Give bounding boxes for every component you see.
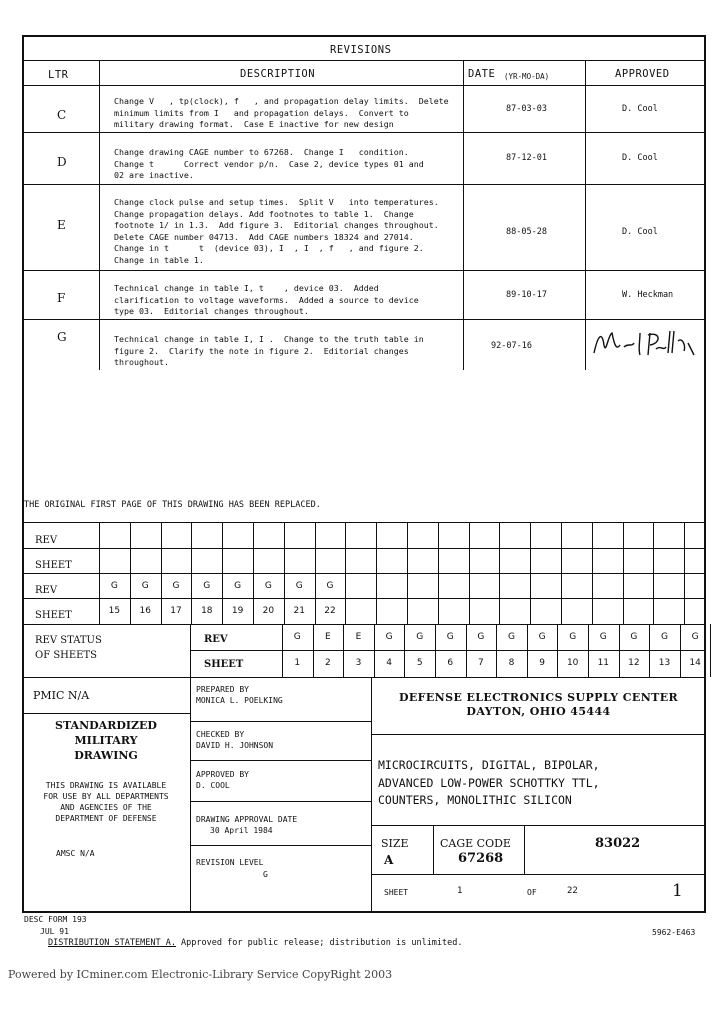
rev-row-c-date: 87-03-03 [506, 104, 547, 114]
rev-status-rev-cell: G [569, 632, 577, 642]
size-label: SIZE [381, 837, 409, 850]
rev-row-d-ltr: D [57, 155, 67, 169]
upper-rev-label: REV [35, 535, 58, 546]
rev-status-sheet-cell: 6 [447, 658, 454, 668]
date-header: DATE [468, 68, 496, 80]
date-format: (YR-MO-DA) [504, 72, 550, 81]
form-number: DESC FORM 193 [24, 915, 87, 924]
sheet-grid-cell: 18 [201, 606, 213, 616]
sheet-grid-cell: 21 [293, 606, 305, 616]
revisions-title: REVISIONS [330, 44, 392, 56]
availability-line-1: THIS DRAWING IS AVAILABLE [45, 781, 167, 790]
sheet-grid-cell: G [326, 581, 334, 591]
rev-row-g-date: 92-07-16 [491, 341, 532, 351]
form-date: JUL 91 [40, 927, 69, 936]
sheet-grid-cell: G [203, 581, 211, 591]
size-value: A [384, 853, 394, 867]
checked-by-label: CHECKED BY [196, 730, 245, 739]
replaced-note: THE ORIGINAL FIRST PAGE OF THIS DRAWING HAS BEEN REPLACED. [24, 500, 321, 510]
sheet-grid-divider [469, 522, 470, 624]
revision-level-label: REVISION LEVEL [196, 858, 264, 867]
agency-name: DEFENSE ELECTRONICS SUPPLY CENTER [398, 691, 679, 704]
drawing-number: 83022 [595, 836, 641, 851]
sheet-grid-cell: G [141, 581, 149, 591]
lower-sheet-label: SHEET [35, 610, 72, 621]
availability-line-4: DEPARTMENT OF DEFENSE [55, 814, 157, 823]
prepared-by-label: PREPARED BY [196, 685, 249, 694]
lower-rev-label: REV [35, 585, 58, 596]
cage-code-value: 67268 [458, 851, 504, 866]
sheet-grid-divider [407, 522, 408, 624]
approval-date-label: DRAWING APPROVAL DATE [196, 815, 298, 824]
rev-row-d-date: 87-12-01 [506, 153, 547, 163]
rev-status-sheet-cell: 8 [508, 658, 515, 668]
rev-status-sheet-cell: 14 [689, 658, 701, 668]
sheet-grid-cell: 15 [108, 606, 121, 616]
sheet-grid-divider [438, 522, 439, 624]
drawing-title: MICROCIRCUITS, DIGITAL, BIPOLAR, ADVANCED LOW-POWER SCHOTTKY TTL, COUNTERS, MONOLITHIC SILICON [378, 758, 600, 807]
rev-row-c-description: Change V , tp(clock), f , and propagation delay limits. Delete minimum limits from I and propagation delays. Convert to military drawing format. Case E inactive for new design [114, 96, 449, 130]
rev-status-sheet-cell: 1 [294, 658, 301, 668]
approved-header: APPROVED [615, 68, 670, 80]
sheet-grid-divider [561, 522, 562, 624]
approval-date: 30 April 1984 [210, 826, 273, 835]
drawing-label: DRAWING [74, 749, 138, 762]
sheet-grid-cell: 17 [170, 606, 182, 616]
sheet-number: 1 [457, 886, 463, 896]
rev-status-sheet-cell: 10 [566, 658, 579, 668]
upper-sheet-label: SHEET [35, 560, 72, 571]
rev-status-sheet-cell: 2 [325, 658, 331, 668]
rev-row-f-date: 89-10-17 [506, 290, 547, 300]
sheet-grid-divider [530, 522, 531, 624]
sheet-grid-divider [684, 522, 685, 624]
sheet-label: SHEET [384, 888, 409, 897]
checked-by-name: DAVID H. JOHNSON [196, 741, 274, 750]
rev-status-sheet-cell: 13 [658, 658, 671, 668]
rev-row-e-description: Change clock pulse and setup times. Split V into temperatures. Change propagation delays. Add footnotes to table 1. Change footnote 1/ in 1.3. Add figure 3. Editorial changes throughout. Delete CAGE number 04713. Add CAGE numbers 18324 and 27014. Change in t t (device 03), I , I , f , and figure 2. Change in table 1. [114, 197, 439, 265]
powered-by-footer: Powered by ICminer.com Electronic-Library Service CopyRight 2003 [8, 968, 393, 981]
agency-address: DAYTON, OHIO 45444 [466, 705, 611, 718]
sheet-grid-cell: G [172, 581, 180, 591]
rev-status-rev-cell: G [385, 632, 393, 642]
standardized-label: STANDARDIZED [55, 719, 157, 732]
rev-status-rev-cell: E [325, 632, 331, 642]
rev-status-rev-cell: G [293, 632, 301, 642]
rev-row-d-approved: D. Cool [622, 153, 658, 163]
rev-status-sheet-cell: 9 [539, 658, 545, 668]
approved-by-name: D. COOL [196, 781, 230, 790]
rev-row-g-ltr: G [57, 330, 67, 344]
sheet-grid-divider [592, 522, 593, 624]
sheet-grid-cell: 19 [231, 606, 244, 616]
document-code: 5962-E463 [652, 928, 696, 937]
availability-line-2: FOR USE BY ALL DEPARTMENTS [43, 792, 169, 801]
sheet-grid-divider [623, 522, 624, 624]
rev-row-e-ltr: E [57, 218, 66, 232]
rev-status-rev-cell: G [446, 632, 454, 642]
rev-status-sheet-cell: 7 [478, 658, 484, 668]
pmic-label: PMIC N/A [33, 689, 90, 702]
rev-status-divider [710, 624, 711, 677]
sheet-grid-cell: G [295, 581, 303, 591]
sheet-grid-cell: G [110, 581, 118, 591]
rev-row-d-description: Change drawing CAGE number to 67268. Change I condition. Change t Correct vendor p/n. Case 2, device types 01 and 02 are inactive. [114, 147, 424, 181]
rev-row-e-date: 88-05-28 [506, 227, 547, 237]
sheet-grid-cell: G [234, 581, 242, 591]
approver-signature [590, 325, 700, 361]
approved-by-label: APPROVED BY [196, 770, 249, 779]
sheet-grid-divider [345, 522, 346, 624]
cage-code-label: CAGE CODE [440, 837, 511, 850]
sheet-grid-divider [499, 522, 500, 624]
rev-row-g-description: Technical change in table I, I . Change to the truth table in figure 2. Clarify the note in figure 2. Editorial changes throughout. [114, 334, 424, 368]
rev-status-sheet-label: SHEET [204, 659, 244, 670]
revision-level: G [263, 870, 268, 879]
distribution-statement [48, 938, 463, 949]
rev-status-sheet-cell: 11 [597, 658, 610, 668]
military-label: MILITARY [74, 734, 138, 747]
rev-row-f-ltr: F [57, 291, 66, 305]
rev-status-sheet-cell: 5 [416, 658, 423, 668]
handwritten-sheet-mark: 1 [672, 881, 683, 901]
rev-status-rev-cell: G [691, 632, 699, 642]
rev-row-f-description: Technical change in table I, t , device 03. Added clarification to voltage waveforms. Added a source to device type 03. Editorial changes throughout. [114, 283, 419, 317]
rev-status-rev-cell: G [416, 632, 424, 642]
of-label: OF [527, 888, 537, 897]
amsc-label: AMSC N/A [56, 849, 95, 858]
rev-status-rev-cell: G [630, 632, 638, 642]
sheet-grid-cell: G [264, 581, 272, 591]
description-header: DESCRIPTION [240, 68, 316, 80]
sheet-grid-cell: 22 [324, 606, 336, 616]
rev-row-f-approved: W. Heckman [622, 290, 674, 300]
rev-status-rev-cell: G [507, 632, 515, 642]
sheet-grid-cell: 20 [262, 606, 275, 616]
distribution-label: DISTRIBUTION STATEMENT A. [48, 938, 176, 948]
ltr-header: LTR [48, 69, 69, 81]
distribution-text: Approved for public release; distribution is unlimited. [175, 938, 463, 948]
rev-row-e-approved: D. Cool [622, 227, 658, 237]
sheet-grid-divider [653, 522, 654, 624]
sheet-grid-cell: 16 [139, 606, 151, 616]
rev-status-rev-cell: G [599, 632, 607, 642]
rev-status-rev-cell: G [660, 632, 668, 642]
rev-status-rev-cell: G [538, 632, 546, 642]
rev-status-label: REV STATUS [35, 635, 102, 646]
prepared-by-name: MONICA L. POELKING [196, 696, 283, 705]
total-sheets: 22 [567, 886, 578, 896]
sheet-grid-divider [376, 522, 377, 624]
rev-status-sheet-cell: 3 [355, 658, 362, 668]
rev-row-c-approved: D. Cool [622, 104, 658, 114]
rev-status-sheet-cell: 12 [628, 658, 640, 668]
rev-status-rev-cell: E [355, 632, 362, 642]
rev-status-rev-label: REV [204, 634, 228, 645]
availability-line-3: AND AGENCIES OF THE [60, 803, 152, 812]
of-sheets-label: OF SHEETS [35, 650, 98, 661]
rev-status-sheet-cell: 4 [386, 658, 392, 668]
rev-row-c-ltr: C [57, 108, 67, 122]
rev-status-rev-cell: G [477, 632, 485, 642]
